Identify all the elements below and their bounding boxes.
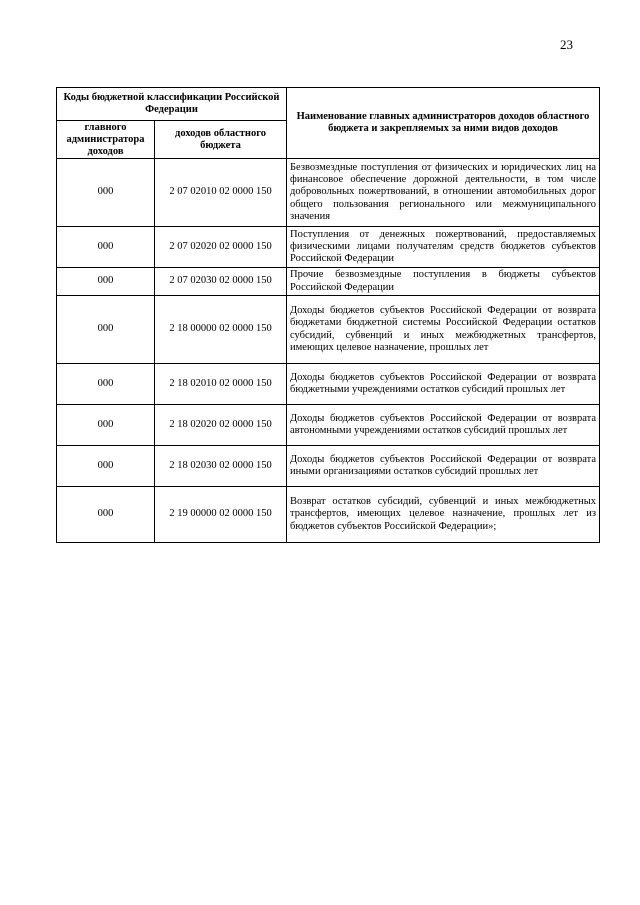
table-row — [57, 268, 600, 296]
admin-code-cell: 000 — [57, 227, 155, 268]
table-row — [57, 296, 600, 364]
admin-code-cell: 000 — [57, 446, 155, 487]
table-row — [57, 364, 600, 405]
income-code-cell: 2 07 02030 02 0000 150 — [155, 268, 287, 296]
header-admin-column: главного администратора доходов — [57, 121, 155, 159]
income-name-cell: Возврат остатков субсидий, субвенций и иных межбюджетных трансфертов, имеющих целевое назначение, прошлых лет из бюджетов субъектов Российской Федерации»; — [287, 487, 600, 543]
income-code-cell: 2 18 02020 02 0000 150 — [155, 405, 287, 446]
income-name-cell: Доходы бюджетов субъектов Российской Федерации от возврата бюджетными учреждениями остатков субсидий прошлых лет — [287, 364, 600, 405]
table-row — [57, 227, 600, 268]
income-code-cell: 2 18 00000 02 0000 150 — [155, 296, 287, 364]
header-group-title: Коды бюджетной классификации Российской Федерации — [57, 88, 287, 121]
header-code-column: доходов областного бюджета — [155, 121, 287, 159]
admin-code-cell: 000 — [57, 405, 155, 446]
table-row — [57, 487, 600, 543]
admin-code-cell: 000 — [57, 296, 155, 364]
income-code-cell: 2 18 02030 02 0000 150 — [155, 446, 287, 487]
budget-classification-table — [56, 87, 600, 543]
income-name-cell: Поступления от денежных пожертвований, предоставляемых физическими лицами получателям средств бюджетов субъектов Российской Федерации — [287, 227, 600, 268]
income-name-cell: Безвозмездные поступления от физических и юридических лиц на финансовое обеспечение дорожной деятельности, в том числе добровольных пожертвований, в отношении автомобильных дорог общего пользования регионального или межмуниципального значения — [287, 159, 600, 227]
income-name-cell: Прочие безвозмездные поступления в бюджеты субъектов Российской Федерации — [287, 268, 600, 296]
income-name-cell: Доходы бюджетов субъектов Российской Федерации от возврата иными организациями остатков субсидий прошлых лет — [287, 446, 600, 487]
page-number: 23 — [560, 37, 573, 52]
income-code-cell: 2 07 02020 02 0000 150 — [155, 227, 287, 268]
table-row — [57, 159, 600, 227]
admin-code-cell: 000 — [57, 487, 155, 543]
income-code-cell: 2 18 02010 02 0000 150 — [155, 364, 287, 405]
header-name-column: Наименование главных администраторов доходов областного бюджета и закрепляемых за ними видов доходов — [287, 88, 600, 159]
admin-code-cell: 000 — [57, 268, 155, 296]
admin-code-cell: 000 — [57, 364, 155, 405]
table-row — [57, 405, 600, 446]
income-name-cell: Доходы бюджетов субъектов Российской Федерации от возврата автономными учреждениями остатков субсидий прошлых лет — [287, 405, 600, 446]
income-code-cell: 2 07 02010 02 0000 150 — [155, 159, 287, 227]
admin-code-cell: 000 — [57, 159, 155, 227]
income-code-cell: 2 19 00000 02 0000 150 — [155, 487, 287, 543]
table-row — [57, 446, 600, 487]
income-name-cell: Доходы бюджетов субъектов Российской Федерации от возврата бюджетами бюджетной системы Российской Федерации остатков субсидий, субвенций и иных межбюджетных трансфертов, имеющих целевое назначение, прошлых лет — [287, 296, 600, 364]
